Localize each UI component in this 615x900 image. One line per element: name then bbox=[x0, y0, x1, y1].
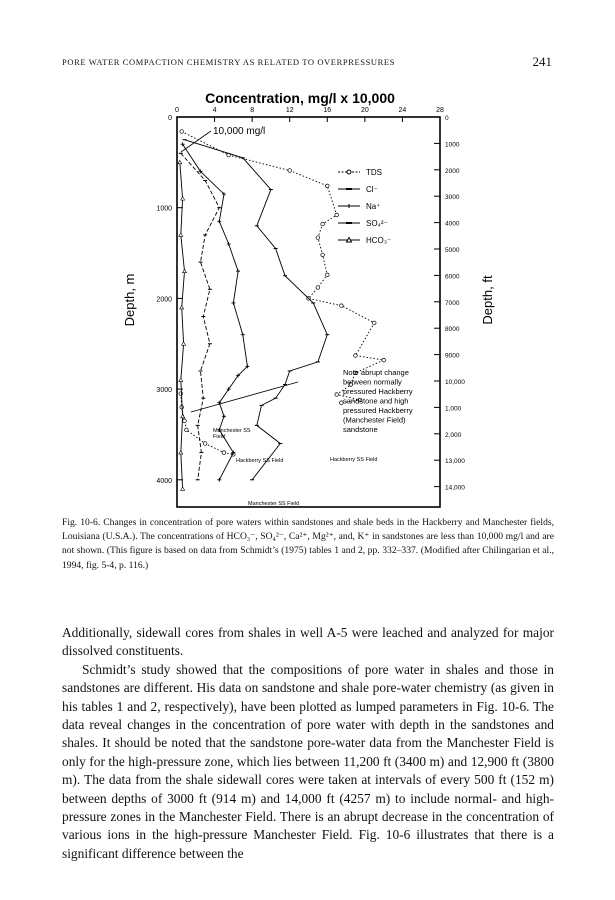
y-axis-label-right: Depth, ft bbox=[480, 275, 495, 325]
legend-label: HCO₃⁻ bbox=[366, 236, 392, 245]
cutoff-arrow bbox=[181, 131, 211, 152]
y-axis-ticks-ft bbox=[434, 115, 465, 492]
y-tick-label-m: 4000 bbox=[156, 477, 172, 485]
y-axis-ticks-m bbox=[156, 115, 183, 485]
y-tick-label-ft: 14,000 bbox=[445, 484, 465, 492]
page-number: 241 bbox=[532, 54, 552, 69]
data-point bbox=[241, 333, 245, 337]
x-tick-label: 12 bbox=[285, 107, 294, 114]
y-tick-label-ft: 3000 bbox=[445, 194, 460, 202]
x-tick-label: 4 bbox=[212, 107, 217, 114]
x-tick-label: 16 bbox=[323, 107, 332, 114]
data-point bbox=[288, 169, 292, 173]
annotation-line: (Manchester Field) bbox=[343, 415, 406, 425]
y-tick-label-m: 2000 bbox=[156, 296, 172, 304]
hackberry-ss-field-right-label: Hackberry SS Field bbox=[330, 457, 378, 463]
data-point bbox=[372, 321, 376, 325]
data-point bbox=[236, 269, 240, 273]
data-point bbox=[222, 414, 226, 418]
data-point bbox=[217, 478, 221, 482]
data-point bbox=[181, 414, 185, 418]
paragraph-1: Additionally, sidewall cores from shales in well A-5 were leached and analyzed for major dissolved constituents. bbox=[62, 625, 554, 659]
paragraph-2: Schmidt’s study showed that the compositions of pore water in shales and those in sandstones are different. His data on sandstone and shale pore-water chemistry (as given in his tables 1 and 2, respectively), have been plotted as lumped parameters in Fig. 10-6. The data reveal changes in the concentration of pore water with depth in the sandstones and shales. It should be noted that the sandstone pore-water data from the Manchester Field is only for the high-pressure zone, which lies between 11,200 ft (3400 m) and 12,900 ft (3800 m). The data from the shale sidewall cores were taken at intervals of every 500 ft (152 m) between depths of 3000 ft (914 m) and 14,000 ft (4257 m) to include normal- and high-pressure zones in the Manchester Field. There is an abrupt decrease in the concentration of various ions in the high-pressure Manchester Field. Fig. 10-6 illustrates that there is a significant difference between the bbox=[62, 661, 554, 861]
data-point bbox=[340, 304, 344, 308]
legend-marker bbox=[347, 238, 352, 243]
x-axis-ticks bbox=[175, 107, 444, 122]
data-point bbox=[203, 442, 207, 446]
annotation-line: sandstone bbox=[343, 425, 378, 434]
x-tick-label: 8 bbox=[250, 107, 255, 114]
series-line bbox=[185, 140, 328, 480]
cutoff-label: 10,000 mg/l bbox=[213, 126, 266, 137]
data-point bbox=[321, 222, 325, 226]
y-tick-label-ft: 10,000 bbox=[445, 379, 465, 386]
manchester-ss-field-bottom-label: Manchester SS Field bbox=[248, 501, 300, 507]
y-tick-label-m: 3000 bbox=[156, 387, 172, 395]
data-point bbox=[179, 378, 183, 382]
data-point bbox=[222, 451, 226, 455]
data-point bbox=[325, 184, 329, 188]
hackberry-ss-field-label: Hackberry SS Field bbox=[236, 458, 284, 464]
data-point bbox=[183, 269, 187, 273]
data-point bbox=[335, 393, 339, 397]
data-point bbox=[183, 419, 187, 423]
chart-title: Concentration, mg/l x 10,000 bbox=[205, 90, 395, 106]
data-point bbox=[217, 219, 221, 223]
annotation-line: between normally bbox=[343, 377, 402, 387]
data-point bbox=[325, 273, 329, 277]
annotation-arrow bbox=[191, 382, 298, 412]
data-point bbox=[354, 354, 358, 358]
y-tick-label-ft: 6000 bbox=[445, 273, 460, 281]
data-point bbox=[227, 242, 231, 246]
data-point bbox=[316, 286, 320, 290]
legend-label: TDS bbox=[366, 168, 382, 177]
data-point bbox=[179, 392, 183, 396]
y-tick-label-ft: 7000 bbox=[445, 299, 460, 307]
y-axis-label-left: Depth, m bbox=[122, 273, 137, 327]
y-tick-label-m: 0 bbox=[168, 115, 172, 122]
data-point bbox=[382, 358, 386, 362]
y-tick-label-ft: 8000 bbox=[445, 326, 460, 334]
data-point bbox=[180, 305, 184, 309]
data-point bbox=[180, 130, 184, 134]
annotation-line: Note abrupt change bbox=[343, 368, 409, 377]
x-tick-label: 24 bbox=[398, 107, 407, 114]
field-label: Field bbox=[213, 434, 225, 440]
y-tick-label-ft: 5000 bbox=[445, 247, 460, 254]
running-title: PORE WATER COMPACTION CHEMISTRY AS RELATED TO OVERPRESSURES bbox=[62, 57, 396, 67]
legend-label: Na⁺ bbox=[366, 202, 381, 211]
data-point bbox=[182, 342, 186, 346]
annotation bbox=[343, 368, 413, 434]
legend-label: Cl⁻ bbox=[366, 185, 378, 194]
annotation-line: pressured Hackberry bbox=[343, 387, 413, 396]
x-tick-label: 20 bbox=[360, 107, 369, 114]
manchester-ss-label: Manchester SS bbox=[213, 428, 251, 434]
legend-marker bbox=[347, 204, 351, 208]
y-tick-label-ft: 4000 bbox=[445, 220, 460, 228]
data-point bbox=[321, 253, 325, 257]
y-tick-label-m: 1000 bbox=[156, 205, 172, 213]
figure-caption: Fig. 10-6. Changes in concentration of pore waters within sandstones and shale beds in the Hackberry and Manchester fields, Louisiana (U.S.A.). The concentrations of HCO₃⁻, SO₄²⁻, Ca²⁺, Mg²⁺, and, K⁺ in sandstones are less than 10,000 mg/l and are not shown. (This figure is based on data from Schmidt’s (1975) tables 1 and 2, pp. 332–337. (Modified after Chilingarian et al., 1994, fig. 5-4, p. 116.) bbox=[62, 517, 554, 571]
y-tick-label-ft: 2000 bbox=[445, 167, 460, 175]
data-point bbox=[181, 197, 185, 201]
y-tick-label-ft: 0 bbox=[445, 115, 449, 122]
data-point bbox=[178, 160, 182, 164]
legend bbox=[338, 168, 391, 245]
data-point bbox=[179, 233, 183, 237]
data-point bbox=[185, 428, 189, 432]
x-tick-label: 0 bbox=[175, 107, 179, 114]
y-tick-label-ft: 13,000 bbox=[445, 458, 465, 466]
y-tick-label-ft: 2,000 bbox=[445, 431, 462, 439]
data-point bbox=[231, 301, 235, 305]
legend-marker bbox=[347, 170, 351, 174]
body-text bbox=[62, 624, 554, 863]
data-point bbox=[179, 451, 183, 455]
series-line bbox=[180, 162, 185, 489]
y-tick-label-ft: 1,000 bbox=[445, 405, 462, 413]
plot-frame bbox=[177, 117, 440, 507]
data-point bbox=[181, 487, 185, 491]
data-point bbox=[335, 213, 339, 217]
y-tick-label-ft: 1000 bbox=[445, 141, 460, 149]
legend-label: SO₄²⁻ bbox=[366, 219, 388, 228]
data-point bbox=[316, 236, 320, 240]
y-tick-label-ft: 9000 bbox=[445, 352, 460, 360]
annotation-line: sandstone and high bbox=[343, 396, 409, 406]
x-tick-label: 28 bbox=[436, 107, 444, 114]
annotation-line: pressured Hackberry bbox=[343, 406, 413, 415]
data-series bbox=[178, 130, 386, 491]
